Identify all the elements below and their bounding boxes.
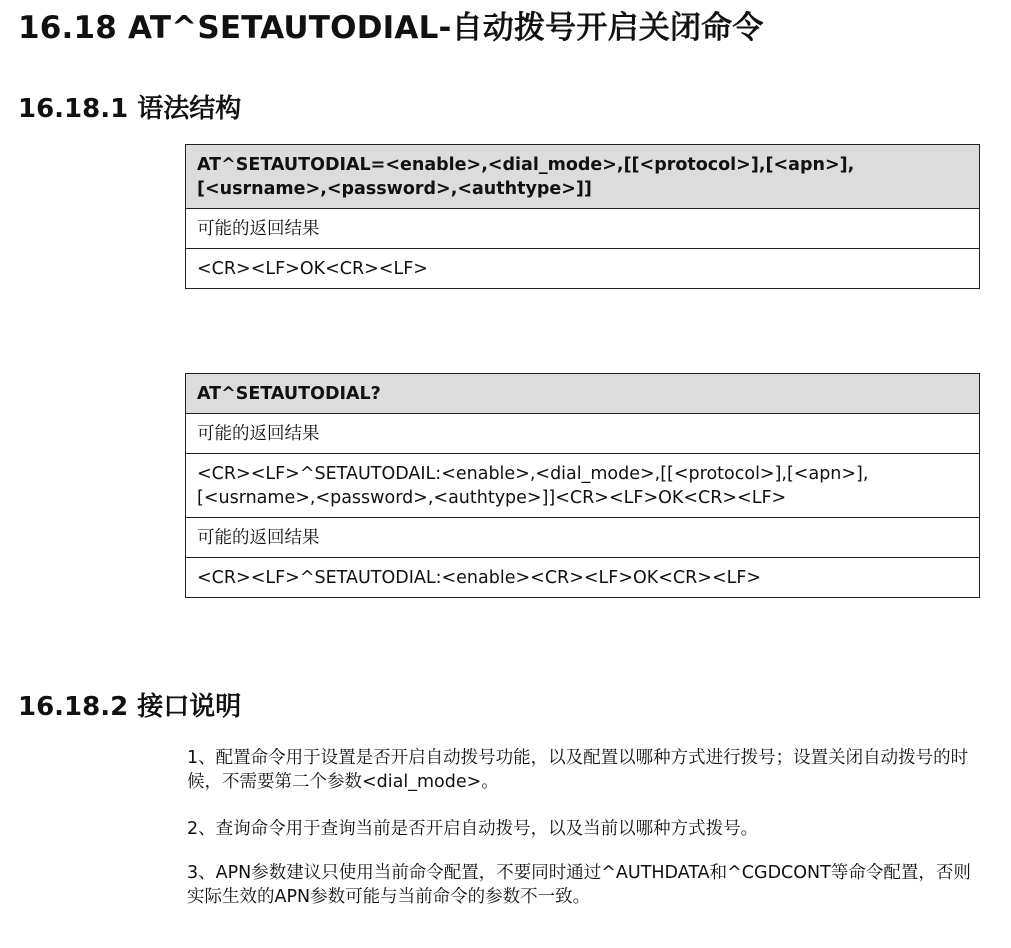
table-row bbox=[186, 249, 980, 289]
section-title: 16.18 AT^SETAUTODIAL-自动拨号开启关闭命令 bbox=[18, 10, 764, 46]
set-command-table bbox=[185, 144, 980, 289]
table-header-row bbox=[186, 374, 980, 414]
table-row bbox=[186, 518, 980, 558]
table-header-row bbox=[186, 145, 980, 209]
table-row bbox=[186, 558, 980, 598]
syntax-heading: 16.18.1 语法结构 bbox=[18, 94, 242, 124]
query-command-table bbox=[185, 373, 980, 598]
interface-note-1: 1、配置命令用于设置是否开启自动拨号功能，以及配置以哪种方式进行拨号；设置关闭自动拨号的时候，不需要第二个参数<dial_mode>。 bbox=[187, 748, 969, 792]
result-label: 可能的返回结果 bbox=[186, 414, 980, 454]
result-label: 可能的返回结果 bbox=[186, 209, 980, 249]
table-row bbox=[186, 414, 980, 454]
result-value: <CR><LF>OK<CR><LF> bbox=[186, 249, 980, 289]
set-command-syntax: AT^SETAUTODIAL=<enable>,<dial_mode>,[[<protocol>],[<apn>],[<usrname>,<password>,<authtype>]] bbox=[186, 145, 980, 209]
interface-note-3: 3、APN参数建议只使用当前命令配置，不要同时通过^AUTHDATA和^CGDCONT等命令配置，否则实际生效的APN参数可能与当前命令的参数不一致。 bbox=[187, 863, 971, 907]
result-label: 可能的返回结果 bbox=[186, 518, 980, 558]
table-row bbox=[186, 454, 980, 518]
interface-heading: 16.18.2 接口说明 bbox=[18, 692, 242, 722]
interface-note-2: 2、查询命令用于查询当前是否开启自动拨号，以及当前以哪种方式拨号。 bbox=[187, 819, 759, 839]
query-command-syntax: AT^SETAUTODIAL? bbox=[186, 374, 980, 414]
table-row bbox=[186, 209, 980, 249]
result-value: <CR><LF>^SETAUTODIAL:<enable><CR><LF>OK<CR><LF> bbox=[186, 558, 980, 598]
result-value: <CR><LF>^SETAUTODAIL:<enable>,<dial_mode>,[[<protocol>],[<apn>],[<usrname>,<password>,<authtype>]]<CR><LF>OK<CR><LF> bbox=[186, 454, 980, 518]
